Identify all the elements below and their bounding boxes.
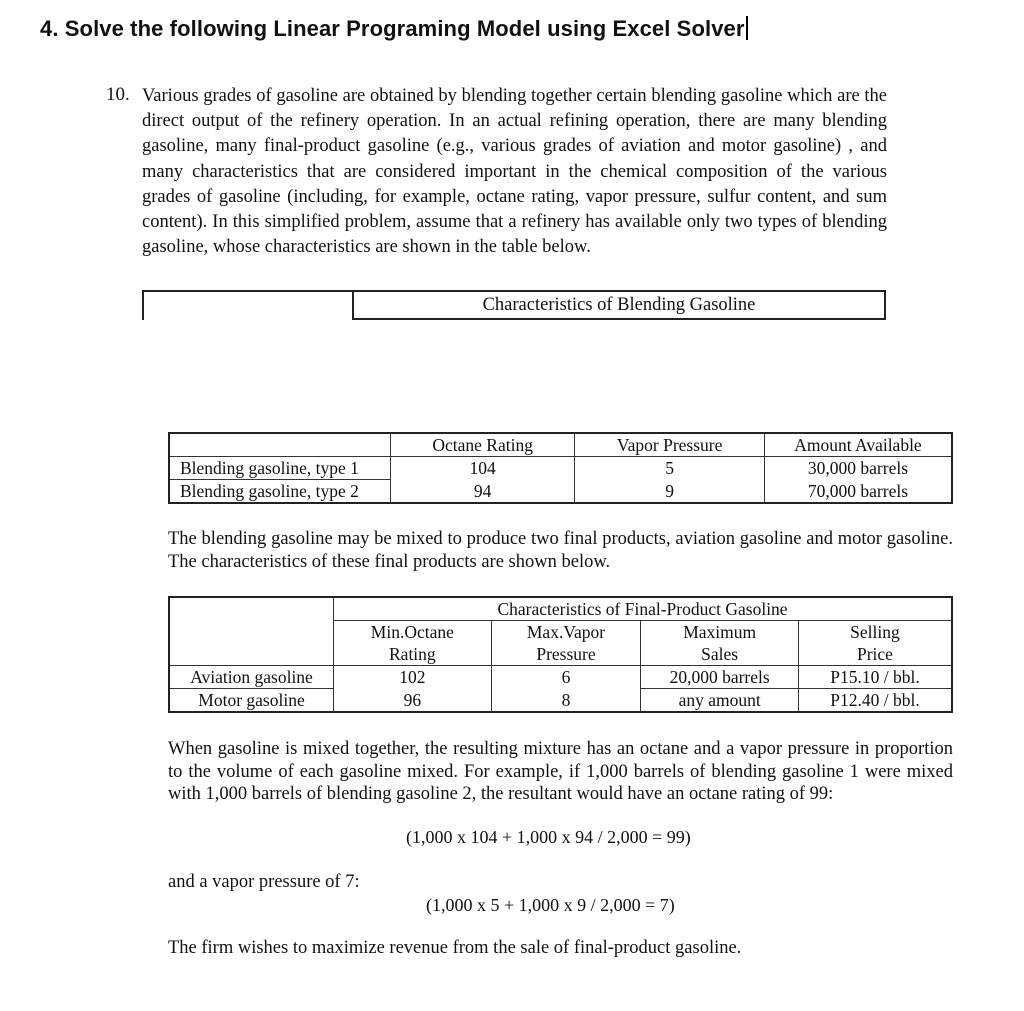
intro-paragraph: Various grades of gasoline are obtained by blending together certain blending gasoline which are the direct output of the refinery operation. In an actual refining operation, there are many blending gasoline, many final-product gasoline (e.g., various grades of aviation and motor gasoline) , and many characteristics that are considered important in the chemical composition of the various grades of gasoline (including, for example, octane rating, vapor pressure, sulfur content, and sum content). In this simplified problem, assume that a refinery has available only two types of blending gasoline, whose characteristics are shown in the table below. — [142, 86, 887, 258]
header-line: Max.Vapor — [526, 622, 606, 642]
final-table-title: Characteristics of Final-Product Gasoline — [334, 597, 952, 621]
header-min-octane — [334, 621, 492, 666]
table-cell — [169, 433, 390, 457]
blending-table-title: Characteristics of Blending Gasoline — [352, 290, 886, 320]
row-label: Aviation gasoline — [169, 666, 334, 689]
page-heading — [40, 16, 748, 42]
cell-vapor: 6 — [491, 666, 641, 689]
cell-amount: 70,000 barrels — [764, 480, 952, 504]
cell-price: P12.40 / bbl. — [798, 689, 952, 713]
text-cursor — [746, 16, 748, 40]
octane-formula: (1,000 x 104 + 1,000 x 94 / 2,000 = 99) — [406, 827, 691, 847]
cell-sales: 20,000 barrels — [641, 666, 799, 689]
cell-octane: 102 — [334, 666, 492, 689]
table-row — [169, 597, 952, 621]
cell-amount: 30,000 barrels — [764, 457, 952, 480]
header-max-sales — [641, 621, 799, 666]
cell-price: P15.10 / bbl. — [798, 666, 952, 689]
heading-text: 4. Solve the following Linear Programing Model using Excel Solver — [40, 16, 745, 41]
cell-octane: 94 — [390, 480, 574, 504]
header-line: Price — [856, 644, 893, 664]
table-row — [169, 480, 952, 504]
blending-title-box-left — [142, 290, 352, 320]
cell-vapor: 5 — [575, 457, 765, 480]
final-product-table — [168, 596, 953, 713]
vapor-formula: (1,000 x 5 + 1,000 x 9 / 2,000 = 7) — [426, 895, 675, 915]
header-line: Selling — [850, 622, 900, 642]
header-octane: Octane Rating — [390, 433, 574, 457]
header-line: Sales — [701, 644, 739, 664]
cell-octane: 96 — [334, 689, 492, 713]
header-line: Min.Octane — [370, 622, 454, 642]
header-line: Pressure — [536, 644, 596, 664]
header-max-vapor — [491, 621, 641, 666]
question-number: 10. — [106, 84, 130, 105]
row-label: Blending gasoline, type 1 — [169, 457, 390, 480]
row-label: Motor gasoline — [169, 689, 334, 713]
table-row — [169, 457, 952, 480]
row-label: Blending gasoline, type 2 — [169, 480, 390, 504]
cell-vapor: 9 — [575, 480, 765, 504]
mix-paragraph: The blending gasoline may be mixed to produce two final products, aviation gasoline and motor gasoline. The characteristics of these final products are shown below. — [168, 529, 953, 572]
blending-gasoline-table — [168, 432, 953, 504]
table-row — [169, 666, 952, 689]
proportion-paragraph: When gasoline is mixed together, the resulting mixture has an octane and a vapor pressure in proportion to the volume of each gasoline mixed. For example, if 1,000 barrels of blending gasoline 1 were mixed with 1,000 barrels of blending gasoline 2, the resultant would have an octane rating of 99: — [168, 739, 953, 804]
table-row — [169, 433, 952, 457]
header-line: Maximum — [683, 622, 757, 642]
table-cell — [169, 597, 334, 621]
table-cell — [169, 621, 334, 666]
header-selling-price — [798, 621, 952, 666]
cell-octane: 104 — [390, 457, 574, 480]
cell-vapor: 8 — [491, 689, 641, 713]
vapor-text: and a vapor pressure of 7: — [168, 872, 360, 892]
table-row — [169, 689, 952, 713]
cell-sales: any amount — [641, 689, 799, 713]
header-vapor: Vapor Pressure — [575, 433, 765, 457]
header-amount: Amount Available — [764, 433, 952, 457]
header-line: Rating — [389, 644, 436, 664]
objective-text: The firm wishes to maximize revenue from the sale of final-product gasoline. — [168, 938, 742, 958]
table-row — [169, 621, 952, 666]
